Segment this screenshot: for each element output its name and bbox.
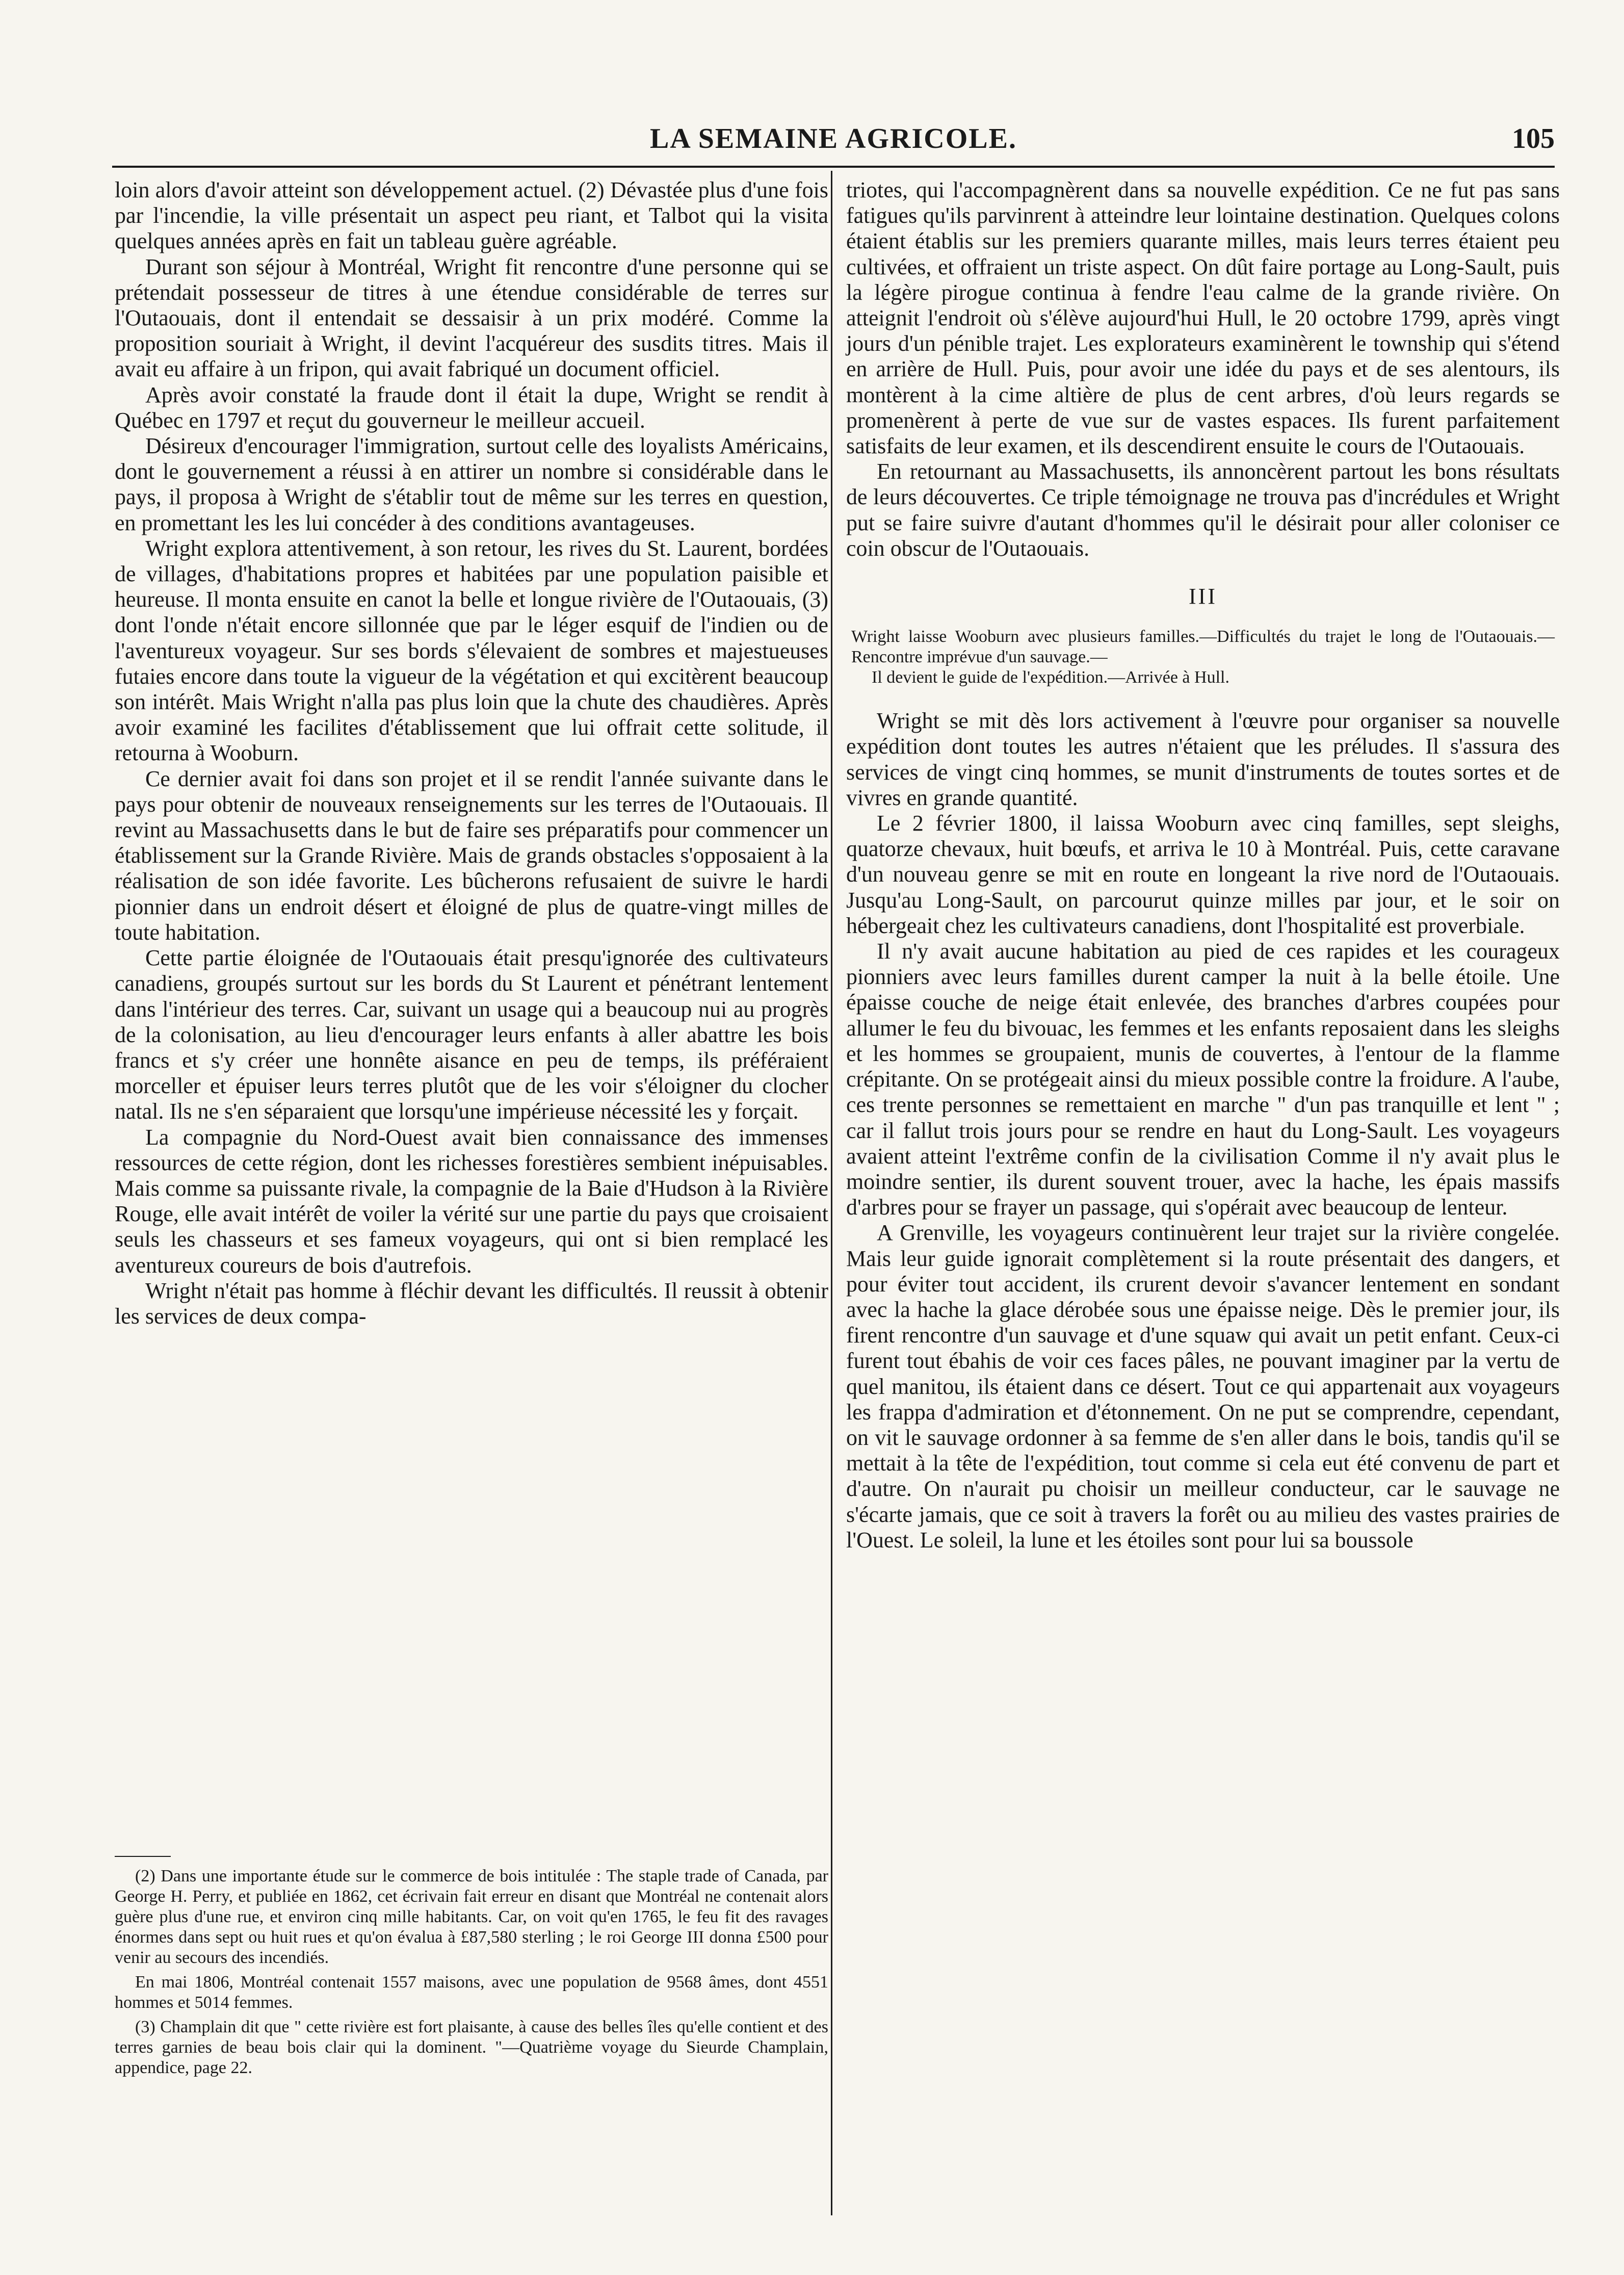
paragraph: En retournant au Massachusetts, ils annoncèrent partout les bons résultats de leurs découvertes. Ce triple témoignage ne trouva pas d'incrédules et Wright put se faire suivre d'autant d'hommes qu'il le désirait pour aller coloniser ce coin obscur de l'Outaouais. — [846, 459, 1560, 561]
left-column — [115, 177, 828, 1329]
paragraph: Cette partie éloignée de l'Outaouais était presqu'ignorée des cultivateurs canadiens, groupés surtout sur les bords du St Laurent et pénétrant lentement dans l'intérieur des terres. Car, suivant un usage qui a beaucoup nui au progrès de la colonisation, au lieu d'encourager leurs enfants à aller abattre les bois francs et s'y créer une honnête aisance en peu de temps, ils préféraient morceller et épuiser leurs terres plutôt que de les voir s'éloigner du clocher natal. Ils ne s'en séparaient que lorsqu'une impérieuse nécessité les y forçait. — [115, 945, 828, 1124]
paragraph: Désireux d'encourager l'immigration, surtout celle des loyalists Américains, dont le gouvernement a réussi à en attirer un nombre si considérable dans le pays, il proposa à Wright de s'établir tout de même sur les terres en question, en promettant les les lui concéder à des conditions avantageuses. — [115, 433, 828, 535]
paragraph: Wright n'était pas homme à fléchir devant les difficultés. Il reussit à obtenir les services de deux compa- — [115, 1278, 828, 1329]
section-summary-line: Il devient le guide de l'expédition.—Arrivée à Hull. — [872, 668, 1229, 687]
header-rule — [112, 166, 1555, 168]
paragraph: Il n'y avait aucune habitation au pied de ces rapides et les courageux pionniers avec leurs familles durent camper la nuit à la belle étoile. Une épaisse couche de neige était enlevée, des branches d'arbres coupées pour allumer le feu du bivouac, les femmes et les enfants reposaient dans les sleighs et les hommes se groupaient, munis de couvertes, à l'entour de la flamme crépitante. On se protégeait ainsi du mieux possible contre la froidure. A l'aube, ces trente personnes se remettaient en marche " d'un pas tranquille et lent " ; car il fallut trois jours pour se rendre en haut du Long-Sault. Les voyageurs avaient atteint l'extrême confin de la civilisation Comme il n'y avait plus le moindre sentier, ils durent souvent trouer, avec la hache, les épais massifs d'arbres pour se frayer un passage, qui s'opérait avec beaucoup de lenteur. — [846, 939, 1560, 1220]
paragraph: Ce dernier avait foi dans son projet et il se rendit l'année suivante dans le pays pour obtenir de nouveaux renseignements sur les terres de l'Outaouais. Il revint au Massachusetts dans le but de faire ses préparatifs pour commencer un établissement sur la Grande Rivière. Mais de grands obstacles s'opposaient à la réalisation de son idée favorite. Les bûcherons refusaient de suivre le hardi pionnier dans un endroit désert et éloigné de plus de quatre-vingt milles de toute habitation. — [115, 766, 828, 945]
footnotes — [115, 1856, 828, 2082]
paragraph: Wright se mit dès lors activement à l'œuvre pour organiser sa nouvelle expédition dont toutes les autres n'étaient que les préludes. Il s'assura des services de vingt cinq hommes, se munit d'instruments de toutes sortes et de vivres en grande quantité. — [846, 708, 1560, 810]
paragraph: Après avoir constaté la fraude dont il était la dupe, Wright se rendit à Québec en 1797 et reçut du gouverneur le meilleur accueil. — [115, 382, 828, 433]
paragraph: La compagnie du Nord-Ouest avait bien connaissance des immenses ressources de cette région, dont les richesses forestières sembient inépuisables. Mais comme sa puissante rivale, la compagnie de la Baie d'Hudson à la Rivière Rouge, elle avait intérêt de voiler la vérité sur une partie du pays que croisaient seuls les chasseurs et ses fameux voyageurs, qui ont si bien remplacé les aventureux coureurs de bois d'autrefois. — [115, 1124, 828, 1278]
page-number: 105 — [1512, 123, 1555, 154]
paragraph: triotes, qui l'accompagnèrent dans sa nouvelle expédition. Ce ne fut pas sans fatigues qu'ils parvinrent à atteindre leur lointaine destination. Quelques colons étaient établis sur les premiers quarante milles, mais leurs terres étaient peu cultivées, et offraient un triste aspect. On dût faire portage au Long-Sault, puis la légère pirogue continua à fendre l'eau calme de la grande rivière. On atteignit l'endroit où s'élève aujourd'hui Hull, le 20 octobre 1799, après vingt jours d'un pénible trajet. Les explorateurs examinèrent le township qui s'étend en arrière de Hull. Puis, pour avoir une idée du pays et de ses alentours, ils montèrent à la cime altière de plus de cent arbres, d'où leurs regards se promenèrent à perte de vue sur de vastes espaces. Ils furent parfaitement satisfaits de leur examen, et ils descendirent ensuite le cours de l'Outaouais. — [846, 177, 1560, 459]
section-summary — [851, 627, 1555, 688]
footnote: (3) Champlain dit que " cette rivière est fort plaisante, à cause des belles îles qu'elle contient et des terres garnies de beau bois clair qui la dominent. "—Quatrième voyage du Sieurde Champlain, appendice, page 22. — [115, 2018, 828, 2077]
section-number: III — [1189, 584, 1217, 609]
paragraph: Durant son séjour à Montréal, Wright fit rencontre d'une personne qui se prétendait possesseur de titres à une étendue considérable de terres sur l'Outaouais, dont il entendait se dessaisir à un prix modéré. Comme la proposition souriait à Wright, il devint l'acquéreur des susdits titres. Mais il avait eu affaire à un fripon, qui avait fabriqué un document officiel. — [115, 254, 828, 382]
right-column — [846, 177, 1560, 1553]
column-divider — [831, 171, 832, 2215]
footnote: En mai 1806, Montréal contenait 1557 maisons, avec une population de 9568 âmes, dont 4551 hommes et 5014 femmes. — [115, 1973, 828, 2012]
section-summary-line: Wright laisse Wooburn avec plusieurs familles.—Difficultés du trajet le long de l'Outaouais.—Rencontre imprévue d'un sauvage.— — [851, 627, 1555, 667]
paragraph: Wright explora attentivement, à son retour, les rives du St. Laurent, bordées de villages, d'habitations propres et habitées par une population paisible et heureuse. Il monta ensuite en canot la belle et longue rivière de l'Outaouais, (3) dont l'onde n'était encore sillonnée que par le léger esquif de l'indien ou de l'aventureux voyageur. Sur ses bords s'élevaient de sombres et majestueuses futaies encore dans toute la vigueur de la végétation et qui excitèrent beaucoup son intérêt. Mais Wright n'alla pas plus loin que la chute des chaudières. Après avoir examiné les facilites d'établissement que lui offrait cette solitude, il retourna à Wooburn. — [115, 535, 828, 766]
page-header — [112, 122, 1555, 162]
paragraph: loin alors d'avoir atteint son développement actuel. (2) Dévastée plus d'une fois par l'incendie, la ville présentait un aspect peu riant, et Talbot qui la visita quelques années après en fait un tableau guère agréable. — [115, 177, 828, 254]
paragraph: Le 2 février 1800, il laissa Wooburn avec cinq familles, sept sleighs, quatorze chevaux, huit bœufs, et arriva le 10 à Montréal. Puis, cette caravane d'un nouveau genre se mit en route en longeant la rive nord de l'Outaouais. Jusqu'au Long-Sault, on parcourut quinze milles par jour, et le soir on hébergeait chez les cultivateurs canadiens, dont l'hospitalité est proverbiale. — [846, 811, 1560, 938]
paragraph: A Grenville, les voyageurs continuèrent leur trajet sur la rivière congelée. Mais leur guide ignorait complètement si la route présentait des dangers, et pour éviter tout accident, ils crurent devoir s'avancer lentement en sondant avec la hache la glace dérobée sous une épaisse neige. Dès le premier jour, ils firent rencontre d'un sauvage et d'une squaw qui avait un petit enfant. Ceux-ci furent tout ébahis de voir ces faces pâles, ne pouvant imaginer par la vertu de quel manitou, ils étaient dans ce désert. Tout ce qui appartenait aux voyageurs les frappa d'admiration et d'étonnement. On ne put se comprendre, cependant, on vit le sauvage ordonner à sa femme de s'en aller dans le bois, tandis qu'il se mettait à la tête de l'expédition, tout comme si cela eut été convenu de part et d'autre. On n'aurait pu choisir un meilleur conducteur, car le sauvage ne s'écarte jamais, que ce soit à travers la forêt ou au milieu des vastes prairies de l'Ouest. Le soleil, la lune et les étoiles sont pour lui sa boussole — [846, 1220, 1560, 1553]
running-title: LA SEMAINE AGRICOLE. — [650, 123, 1017, 154]
footnote-rule — [115, 1856, 171, 1857]
footnote: (2) Dans une importante étude sur le commerce de bois intitulée : The staple trade of Canada, par George H. Perry, et publiée en 1862, cet écrivain fait erreur en disant que Montréal ne contenait alors guère plus d'une rue, et environ cinq mille habitants. Car, on voit qu'en 1765, le feu fit des ravages énormes dans sept ou huit rues et qu'on évalua à £87,580 sterling ; le roi George III donna £500 pour venir au secours des incendiés. — [115, 1867, 828, 1967]
